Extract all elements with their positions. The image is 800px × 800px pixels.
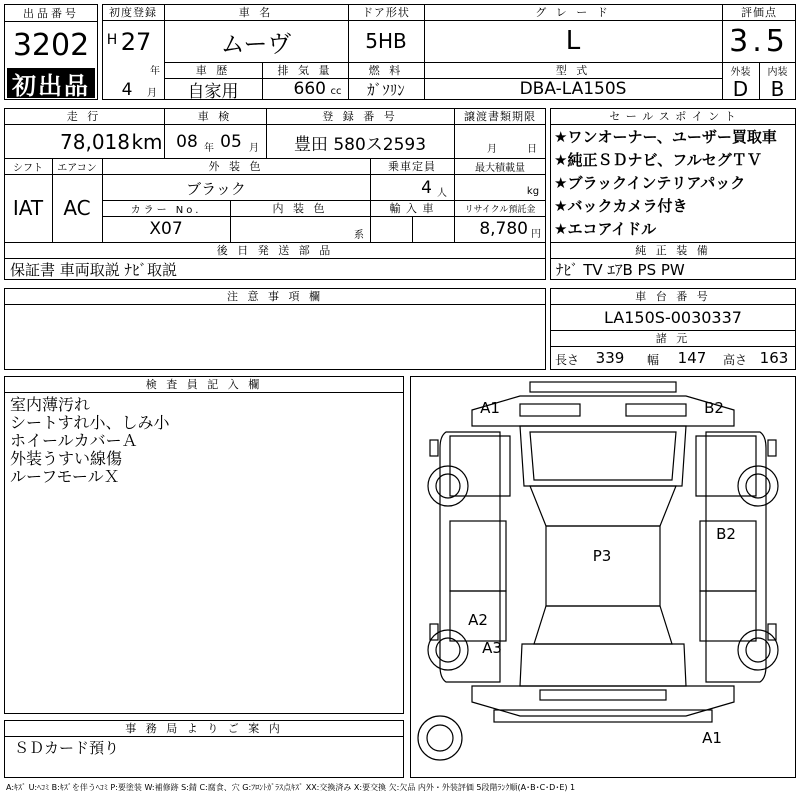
interior-label: 内装 (767, 66, 788, 78)
sales-point: ★ワンオーナー、ユーザー買取車 (554, 128, 777, 146)
transfer-day-unit: 日 (527, 143, 537, 155)
transfer-month-unit: 月 (487, 143, 497, 155)
fuel-value: ｶﾞｿﾘﾝ (367, 80, 405, 99)
mileage-unit: km (131, 130, 163, 154)
later-parts-label: 後 日 発 送 部 品 (216, 244, 334, 257)
grade-value: L (565, 26, 581, 56)
mark-a3: A3 (482, 639, 502, 657)
car-name-value: ムーヴ (220, 29, 292, 58)
interior-score: B (770, 77, 785, 101)
mark-a1-bottom: A1 (702, 729, 722, 747)
chassis-label: 車 台 番 号 (635, 290, 711, 303)
mileage-label: 走 行 (66, 110, 102, 123)
history-value: 自家用 (187, 81, 239, 102)
first-reg-month: 4 (121, 80, 133, 100)
displacement-label: 排 気 量 (277, 64, 333, 77)
import-label: 輸 入 車 (389, 202, 435, 215)
first-reg-year: 27 (120, 28, 152, 56)
equipment-value: ﾅﾋﾞ TV ｴｱB PS PW (556, 260, 685, 279)
registration-value: 豊田 580ス2593 (293, 134, 427, 155)
recycle-unit: 円 (531, 228, 541, 240)
sales-points-label: セ ー ル ス ポ イ ン ト (609, 110, 737, 123)
displacement-value: 660 (293, 79, 326, 99)
color-no-label: カラー No. (130, 204, 202, 216)
length-value: 339 (595, 349, 625, 367)
width-label: 幅 (646, 352, 659, 367)
inspection-year-unit: 年 (204, 142, 214, 154)
model-label: 型 式 (555, 64, 591, 77)
inspector-label: 検 査 員 記 入 欄 (145, 378, 263, 391)
first-reg-era: H (106, 32, 118, 48)
inspection-year: 08 (176, 132, 198, 152)
mark-b2-top: B2 (704, 399, 724, 417)
aircon-value: AC (63, 196, 91, 220)
int-color-unit: 系 (354, 229, 364, 241)
sales-point: ★バックカメラ付き (554, 197, 688, 215)
door-label: ドア形状 (362, 6, 410, 19)
recycle-label: リサイクル預託金 (464, 204, 536, 215)
lot-box (4, 4, 98, 100)
inspection-label: 車 検 (197, 110, 233, 123)
first-reg-month-unit: 月 (147, 87, 157, 99)
inspector-note: ルーフモールＸ (10, 467, 120, 486)
int-color-label: 内 装 色 (272, 202, 328, 215)
inspector-note: ホイールカバーＡ (10, 431, 138, 450)
sales-point: ★純正ＳＤナビ、フルセグＴＶ (554, 151, 762, 169)
model-value: DBA-LA150S (519, 79, 627, 99)
legend: A:ｷｽﾞ U:ﾍｺﾐ B:ｷｽﾞを伴うﾍｺﾐ P:要塗装 W:補修跡 S:錆 C:腐食、穴 G:ﾌﾛﾝﾄｶﾞﾗｽ点ｷｽﾞ XX:交換済み X:要交換 欠:欠品 内外・外装評価 5段階ﾗﾝｸ順(A･B･C･D･E) 1 (6, 782, 576, 792)
first-reg-year-unit: 年 (150, 65, 160, 77)
score-label: 評価点 (741, 6, 777, 19)
lot-label: 出品番号 (23, 7, 79, 20)
displacement-unit: cc (330, 85, 342, 97)
capacity-unit: 人 (437, 187, 447, 199)
capacity-value: 4 (421, 178, 432, 198)
sales-point: ★エコアイドル (554, 220, 657, 238)
transfer-deadline-label: 譲渡書類期限 (464, 110, 536, 123)
shift-value: IAT (12, 196, 44, 220)
inspector-note: 外装うすい線傷 (10, 449, 123, 468)
inspection-month-unit: 月 (249, 142, 259, 154)
height-value: 163 (759, 349, 789, 367)
car-name-label: 車 名 (238, 6, 274, 19)
first-listing-badge: 初出品 (7, 68, 95, 98)
office-value: ＳＤカード預り (14, 738, 120, 757)
registration-label: 登 録 番 号 (322, 110, 398, 123)
office-label: 事 務 局 よ り ご 案 内 (125, 722, 283, 735)
width-value: 147 (677, 349, 707, 367)
dimensions-label: 諸 元 (655, 332, 691, 345)
inspection-month: 05 (220, 132, 242, 152)
length-label: 長さ (554, 352, 579, 367)
capacity-label: 乗車定員 (388, 160, 436, 173)
fuel-label: 燃 料 (368, 64, 404, 77)
lot-number: 3202 (12, 27, 90, 63)
mark-p3: P3 (592, 547, 612, 565)
door-value: 5HB (365, 29, 407, 53)
sales-points-list (554, 126, 794, 241)
mark-a2: A2 (468, 611, 488, 629)
first-reg-label: 初度登録 (109, 6, 157, 19)
sales-point: ★ブラックインテリアパック (554, 174, 746, 192)
ext-color-value: ブラック (186, 179, 246, 198)
shift-label: シフト (13, 162, 43, 174)
mark-a1-top: A1 (480, 399, 500, 417)
notes-label: 注 意 事 項 欄 (227, 290, 323, 303)
exterior-label: 外装 (730, 66, 751, 78)
height-label: 高さ (722, 352, 747, 367)
score-value: 3.5 (729, 23, 789, 59)
inspector-notes (10, 396, 170, 486)
color-no-value: X07 (149, 219, 183, 239)
equipment-label: 純 正 装 備 (635, 244, 711, 257)
later-parts-value: 保証書 車両取説 ﾅﾋﾞ取説 (10, 260, 178, 279)
aircon-label: エアコン (57, 162, 97, 174)
recycle-value: 8,780 (479, 219, 528, 239)
history-label: 車 歴 (195, 64, 231, 77)
chassis-value: LA150S-0030337 (604, 307, 742, 327)
inspector-note: 室内薄汚れ (10, 395, 91, 414)
grade-label: グ レ ー ド (535, 6, 611, 19)
max-load-unit: kg (526, 185, 540, 197)
mark-b2-right: B2 (716, 525, 736, 543)
max-load-label: 最大積載量 (475, 162, 525, 174)
car-diagram (410, 376, 796, 778)
exterior-score: D (732, 77, 749, 101)
inspector-note: シートすれ小、しみ小 (10, 413, 170, 432)
ext-color-label: 外 装 色 (208, 160, 264, 173)
mileage-value: 78,018 (60, 130, 130, 154)
